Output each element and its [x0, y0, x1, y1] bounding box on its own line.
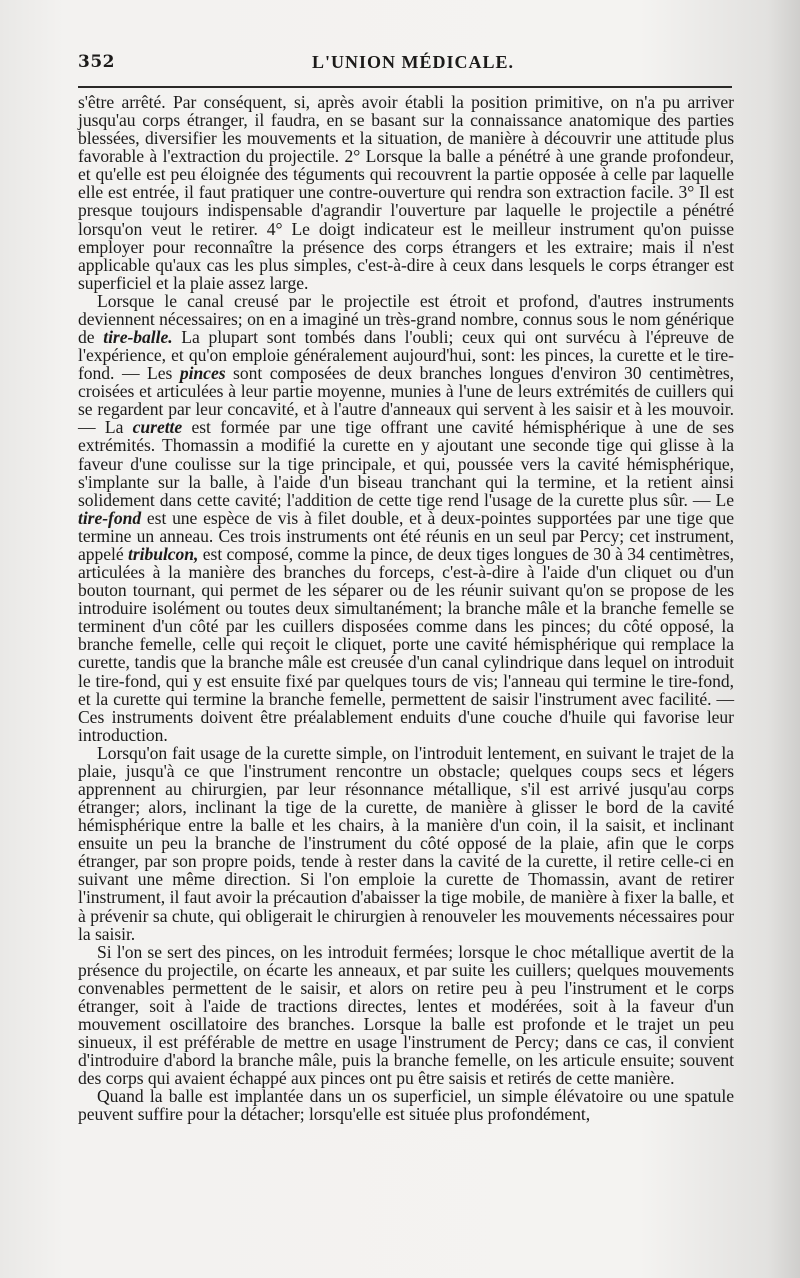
body-text — [78, 93, 734, 1123]
paragraph — [78, 744, 734, 943]
italic-term: tire-fond — [78, 507, 142, 528]
journal-title: L'UNION MÉDICALE. — [312, 52, 515, 72]
text-run: Lorsque le canal creusé par le projectile est étroit et profond, d'autres instruments deviennent nécessaires; on en a imaginé un très-grand nombre, connus sous le nom générique de — [78, 290, 734, 348]
header-rule — [78, 86, 732, 88]
text-run: Si l'on se sert des pinces, on les introduit fermées; lorsque le choc métallique avertit de la présence du projectile, on écarte les anneaux, et par suite les cuillers; quelques mouvements convenables permettent de le saisir, et alors on retire peu à peu l'instrument et le corps étranger, soit à l'aide de tractions directes, lentes et modérées, soit à la faveur d'un mouvement oscillatoire des branches. Lorsque la balle est profonde et le trajet un peu sinueux, il est préférable de mettre en usage l'instrument de Percy; dans ce cas, il convient d'introduire d'abord la branche mâle, puis la branche femelle, on les articule ensuite; souvent des corps qui avaient échappé aux pinces ont pu être saisis et retirés de cette manière. — [78, 941, 734, 1089]
paragraph — [78, 1087, 734, 1123]
text-run: s'être arrêté. Par conséquent, si, après avoir établi la position primitive, on n'a pu arriver jusqu'au corps étranger, il faudra, en se basant sur la connaissance anatomique des parties blessées, diversifier les mouvements et la situation, de manière à découvrir une attitude plus favorable à l'extraction du projectile. 2° Lorsque la balle a pénétré à une grande profondeur, et qu'elle est peu éloignée des téguments qui recouvrent la partie opposée à celle par laquelle elle est entrée, il faut pratiquer une contre-ouverture qui rendra son extraction facile. 3° Il est presque toujours indispensable d'agrandir l'ouverture par laquelle le projectile a pénétré lorsqu'on veut le retirer. 4° Le doigt indicateur est le meilleur instrument qu'on puisse employer pour reconnaître la présence des corps étrangers et les extraire; mais il n'est applicable qu'aux cas les plus simples, c'est-à-dire à ceux dans lesquels le corps étranger est superficiel et la plaie assez large. — [78, 92, 734, 293]
text-run: est formée par une tige offrant une cavité hémisphérique à une de ses extrémités. Thomassin a modifié la curette en y ajoutant une seconde tige qui glisse à la faveur d'une coulisse sur la tige principale, et qui, poussée vers la cavité hémisphérique, s'implante sur la balle, à l'aide d'un biseau tranchant qui la termine, et la retient ainsi solidement dans cette cavité; l'addition de cette tige rend l'usage de la curette plus sûr. — Le — [78, 417, 734, 510]
text-run: est composé, comme la pince, de deux tiges longues de 30 à 34 centimètres, articulées à la manière des branches du forceps, c'est-à-dire à l'aide d'un cliquet ou d'un bouton tournant, qui permet de les séparer ou de les réunir suivant qu'on se propose de les introduire isolément ou toutes deux simultanément; la branche mâle et la branche femelle se terminent d'un côté par les cuillers disposées comme dans les pinces; du côté opposé, la branche femelle, celle qui reçoit le cliquet, porte une cavité hémisphérique qui remplace la curette, tandis que la branche mâle est creusée d'un canal cylindrique dans lequel on introduit le tire-fond, qui y est ensuite fixé par quelques tours de vis; l'anneau qui termine le tire-fond, et la curette qui termine la branche femelle, permettent de saisir l'instrument avec facilité. — Ces instruments doivent être préalablement enduits d'une couche d'huile qui favorise leur introduction. — [78, 543, 734, 745]
italic-term: curette — [132, 417, 183, 438]
italic-term: tire-balle. — [103, 327, 173, 348]
text-run: Quand la balle est implantée dans un os superficiel, un simple élévatoire ou une spatule peuvent suffire pour la détacher; lorsqu'elle est située plus profondément, — [78, 1086, 734, 1125]
text-run: sont composées de deux branches longues d'environ 30 centimètres, croisées et articulées à leur partie moyenne, munies à l'une de leurs extrémités de cuillers qui se regardent par leur concavité, et à l'autre d'anneaux qui servent à les saisir et à les mouvoir. — La — [78, 363, 734, 438]
page-header — [78, 52, 732, 80]
paragraph — [78, 93, 734, 292]
paragraph — [78, 943, 734, 1088]
page-number: 352 — [78, 52, 115, 72]
text-run: est une espèce de vis à filet double, et à deux-pointes supportées par une tige que termine un anneau. Ces trois instruments ont été réunis en un seul par Percy; cet instrument, appelé — [78, 507, 734, 564]
italic-term: tribulcon, — [128, 543, 199, 564]
text-run: La plupart sont tombés dans l'oubli; ceux qui ont survécu à l'épreuve de l'expérience, et qu'on emploie généralement aujourd'hui, sont: les pinces, la curette et le tire-fond. — Les — [78, 327, 734, 384]
italic-term: pinces — [179, 363, 226, 384]
text-run: Lorsqu'on fait usage de la curette simple, on l'introduit lentement, en suivant le trajet de la plaie, jusqu'à ce que l'instrument rencontre un obstacle; quelques coups secs et légers apprennent au chirurgien, par leur résonnance métallique, s'il est arrivé jusqu'au corps étranger; alors, inclinant la tige de la curette, de manière à glisser le bord de la cavité hémisphérique entre la balle et les chairs, à la manière d'un coin, il la saisit, et inclinant ensuite un peu la branche de l'instrument du côté opposé de la plaie, afin que le corps étranger, par son propre poids, tende à rester dans la cavité de la curette, il retire celle-ci en suivant une même direction. Si l'on emploie la curette de Thomassin, avant de retirer l'instrument, il faut avoir la précaution d'abaisser la tige mobile, de manière à fixer la balle, et à prévenir sa chute, qui obligerait le chirurgien à renouveler les mouvements nécessaires pour la saisir. — [78, 742, 734, 944]
paragraph — [78, 292, 734, 744]
